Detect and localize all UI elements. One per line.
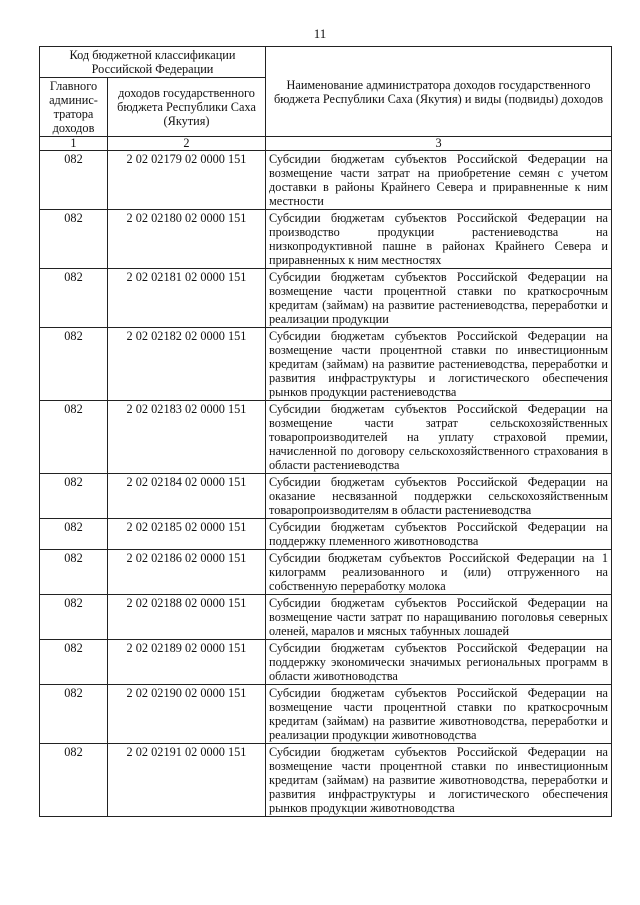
income-code-cell: 2 02 02184 02 0000 151 bbox=[108, 474, 266, 519]
table-row bbox=[40, 595, 612, 640]
header-col2: доходов государственного бюджета Республики Саха (Якутия) bbox=[108, 78, 266, 137]
header-row-numbers bbox=[40, 137, 612, 151]
income-code-cell: 2 02 02182 02 0000 151 bbox=[108, 328, 266, 401]
income-name-cell: Субсидии бюджетам субъектов Российской Федерации на 1 килограмм реализованного и (или) отгруженного на собственную переработку молока bbox=[266, 550, 612, 595]
admin-code-cell: 082 bbox=[40, 210, 108, 269]
admin-code-cell: 082 bbox=[40, 519, 108, 550]
table-row bbox=[40, 640, 612, 685]
header-col1: Главного админис-тратора доходов bbox=[40, 78, 108, 137]
income-code-cell: 2 02 02190 02 0000 151 bbox=[108, 685, 266, 744]
income-name-cell: Субсидии бюджетам субъектов Российской Федерации на возмещение части затрат на приобретение семян с учетом доставки в районы Крайнего Севера и приравненные к ним местности bbox=[266, 151, 612, 210]
column-number-3: 3 bbox=[266, 137, 612, 151]
income-name-cell: Субсидии бюджетам субъектов Российской Федерации на возмещение части процентной ставки по краткосрочным кредитам (займам) на развитие растениеводства, переработки и реализации продукции bbox=[266, 269, 612, 328]
income-name-cell: Субсидии бюджетам субъектов Российской Федерации на оказание несвязанной поддержки сельскохозяйственным товаропроизводителям в области растениеводства bbox=[266, 474, 612, 519]
admin-code-cell: 082 bbox=[40, 685, 108, 744]
income-code-cell: 2 02 02181 02 0000 151 bbox=[108, 269, 266, 328]
income-name-cell: Субсидии бюджетам субъектов Российской Федерации на поддержку племенного животноводства bbox=[266, 519, 612, 550]
table-row bbox=[40, 401, 612, 474]
admin-code-cell: 082 bbox=[40, 474, 108, 519]
table-row bbox=[40, 744, 612, 817]
income-code-cell: 2 02 02180 02 0000 151 bbox=[108, 210, 266, 269]
header-row-group bbox=[40, 47, 612, 78]
income-code-cell: 2 02 02191 02 0000 151 bbox=[108, 744, 266, 817]
income-name-cell: Субсидии бюджетам субъектов Российской Федерации на возмещение части затрат по наращиванию поголовья северных оленей, маралов и мясных табунных лошадей bbox=[266, 595, 612, 640]
income-code-cell: 2 02 02189 02 0000 151 bbox=[108, 640, 266, 685]
column-number-2: 2 bbox=[108, 137, 266, 151]
page-number: 11 bbox=[313, 26, 327, 41]
table-row bbox=[40, 210, 612, 269]
income-code-cell: 2 02 02188 02 0000 151 bbox=[108, 595, 266, 640]
table-row bbox=[40, 550, 612, 595]
income-name-cell: Субсидии бюджетам субъектов Российской Федерации на производство продукции растениеводства на низкопродуктивной пашне в районах Крайнего Севера и приравненных к ним местностях bbox=[266, 210, 612, 269]
income-name-cell: Субсидии бюджетам субъектов Российской Федерации на возмещение части процентной ставки по инвестиционным кредитам (займам) на развитие растениеводства, переработки и развития инфраструктуры и логистического обеспечения рынков продукции растениеводства bbox=[266, 328, 612, 401]
income-name-cell: Субсидии бюджетам субъектов Российской Федерации на возмещение части затрат сельскохозяйственных товаропроизводителей на уплату страховой премии, начисленной по договору сельскохозяйственного страхования в области растениеводства bbox=[266, 401, 612, 474]
table-row bbox=[40, 685, 612, 744]
table-row bbox=[40, 328, 612, 401]
header-group-title: Код бюджетной классификации Российской Федерации bbox=[40, 47, 266, 78]
admin-code-cell: 082 bbox=[40, 151, 108, 210]
admin-code-cell: 082 bbox=[40, 550, 108, 595]
admin-code-cell: 082 bbox=[40, 328, 108, 401]
income-code-cell: 2 02 02186 02 0000 151 bbox=[108, 550, 266, 595]
income-code-cell: 2 02 02185 02 0000 151 bbox=[108, 519, 266, 550]
income-name-cell: Субсидии бюджетам субъектов Российской Федерации на поддержку экономически значимых региональных программ в области животноводства bbox=[266, 640, 612, 685]
table-row bbox=[40, 269, 612, 328]
table-row bbox=[40, 519, 612, 550]
income-name-cell: Субсидии бюджетам субъектов Российской Федерации на возмещение части процентной ставки по инвестиционным кредитам (займам) на развитие животноводства, переработки и развития инфраструктуры и логистического обеспечения рынков продукции животноводства bbox=[266, 744, 612, 817]
table-row bbox=[40, 151, 612, 210]
table-row bbox=[40, 474, 612, 519]
admin-code-cell: 082 bbox=[40, 595, 108, 640]
admin-code-cell: 082 bbox=[40, 269, 108, 328]
admin-code-cell: 082 bbox=[40, 401, 108, 474]
header-col3: Наименование администратора доходов государственного бюджета Республики Саха (Якутия) и виды (подвиды) доходов bbox=[266, 47, 612, 137]
column-number-1: 1 bbox=[40, 137, 108, 151]
income-code-cell: 2 02 02179 02 0000 151 bbox=[108, 151, 266, 210]
income-code-cell: 2 02 02183 02 0000 151 bbox=[108, 401, 266, 474]
income-name-cell: Субсидии бюджетам субъектов Российской Федерации на возмещение части процентной ставки по краткосрочным кредитам (займам) на развитие животноводства, переработки и реализации продукции животноводства bbox=[266, 685, 612, 744]
budget-classification-table bbox=[39, 46, 612, 817]
admin-code-cell: 082 bbox=[40, 744, 108, 817]
admin-code-cell: 082 bbox=[40, 640, 108, 685]
